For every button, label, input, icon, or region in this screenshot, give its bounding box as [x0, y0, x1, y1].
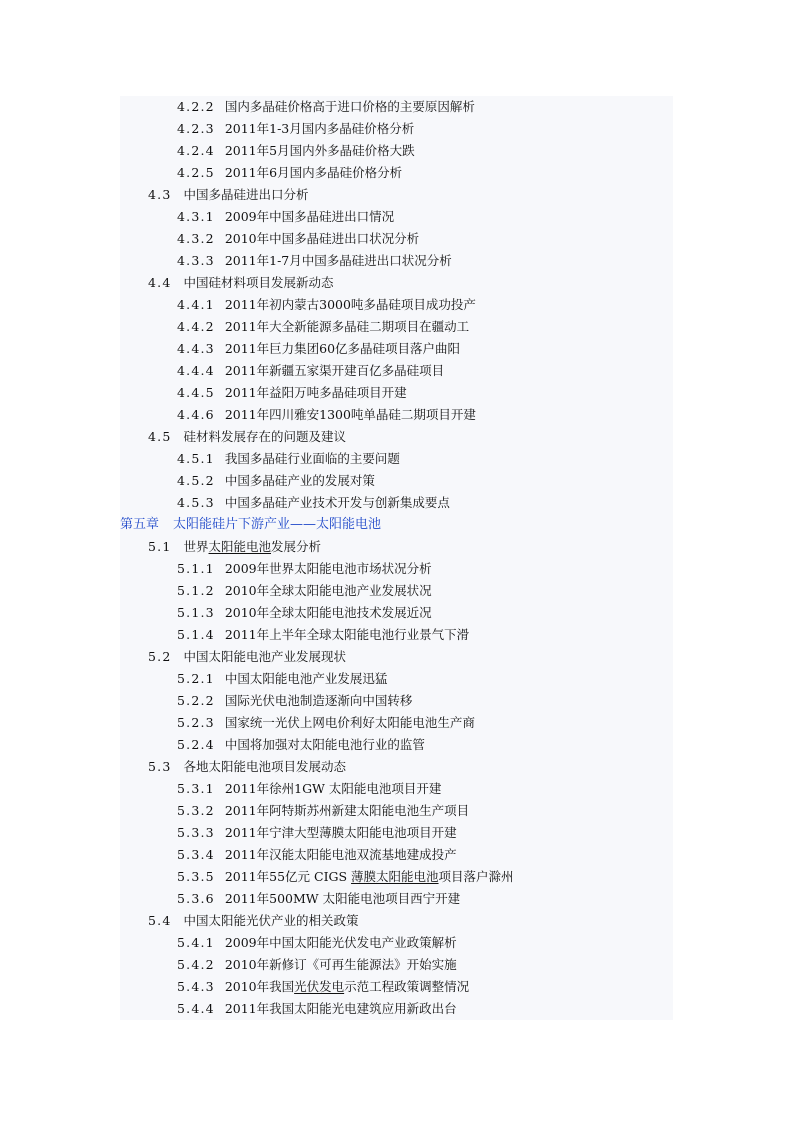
toc-entry: 5.3.4 2011年汉能太阳能电池双流基地建成投产	[177, 847, 457, 862]
toc-entry: 4.2.4 2011年5月国内外多晶硅价格大跌	[177, 143, 415, 158]
toc-entry: 4.4.2 2011年大全新能源多晶硅二期项目在疆动工	[177, 319, 470, 334]
toc-entry: 5.4.1 2009年中国太阳能光伏发电产业政策解析	[177, 935, 457, 950]
toc-entry: 5.1.2 2010年全球太阳能电池产业发展状况	[177, 583, 432, 598]
toc-entry: 5.1.3 2010年全球太阳能电池技术发展近况	[177, 605, 432, 620]
toc-section: 4.3 中国多晶硅进出口分析	[148, 187, 309, 202]
toc-entry: 4.4.3 2011年巨力集团60亿多晶硅项目落户曲阳	[177, 341, 461, 356]
toc-entry: 4.4.4 2011年新疆五家渠开建百亿多晶硅项目	[177, 363, 445, 378]
toc-entry: 5.3.2 2011年阿特斯苏州新建太阳能电池生产项目	[177, 803, 470, 818]
toc-entry: 4.5.1 我国多晶硅行业面临的主要问题	[177, 451, 400, 466]
toc-entry: 4.5.3 中国多晶硅产业技术开发与创新集成要点	[177, 495, 450, 510]
table-of-contents	[120, 96, 673, 1020]
toc-section: 4.5 硅材料发展存在的问题及建议	[148, 429, 346, 444]
solar-cell-link[interactable]: 太阳能电池	[208, 539, 272, 554]
toc-entry: 5.4.4 2011年我国太阳能光电建筑应用新政出台	[177, 1001, 457, 1016]
toc-entry: 5.2.2 国际光伏电池制造逐渐向中国转移	[177, 693, 413, 708]
toc-entry: 5.3.5 2011年55亿元 CIGS 薄膜太阳能电池项目落户滁州	[177, 869, 514, 884]
toc-entry: 5.2.3 国家统一光伏上网电价利好太阳能电池生产商	[177, 715, 475, 730]
toc-entry: 5.3.1 2011年徐州1GW 太阳能电池项目开建	[177, 781, 442, 796]
toc-section: 5.2 中国太阳能电池产业发展现状	[148, 649, 346, 664]
toc-entry: 4.3.3 2011年1-7月中国多晶硅进出口状况分析	[177, 253, 452, 268]
toc-entry: 5.2.4 中国将加强对太阳能电池行业的监管	[177, 737, 425, 752]
thin-film-solar-cell-link[interactable]: 薄膜太阳能电池	[351, 869, 439, 884]
toc-entry: 4.2.5 2011年6月国内多晶硅价格分析	[177, 165, 403, 180]
toc-section: 5.4 中国太阳能光伏产业的相关政策	[148, 913, 359, 928]
toc-entry: 5.4.2 2010年新修订《可再生能源法》开始实施	[177, 957, 457, 972]
toc-entry: 4.4.6 2011年四川雅安1300吨单晶硅二期项目开建	[177, 407, 476, 422]
toc-chapter-heading[interactable]: 第五章 太阳能硅片下游产业——太阳能电池	[120, 517, 382, 532]
toc-entry: 4.2.3 2011年1-3月国内多晶硅价格分析	[177, 121, 415, 136]
toc-section: 5.1 世界太阳能电池发展分析	[148, 539, 322, 554]
toc-entry: 4.4.5 2011年益阳万吨多晶硅项目开建	[177, 385, 407, 400]
toc-entry: 5.4.3 2010年我国光伏发电示范工程政策调整情况	[177, 979, 470, 994]
toc-entry: 4.4.1 2011年初内蒙古3000吨多晶硅项目成功投产	[177, 297, 476, 312]
toc-entry: 5.1.4 2011年上半年全球太阳能电池行业景气下滑	[177, 627, 470, 642]
pv-power-link[interactable]: 光伏发电	[294, 979, 345, 994]
toc-entry: 5.1.1 2009年世界太阳能电池市场状况分析	[177, 561, 432, 576]
toc-entry: 5.3.6 2011年500MW 太阳能电池项目西宁开建	[177, 891, 461, 906]
toc-entry: 4.5.2 中国多晶硅产业的发展对策	[177, 473, 375, 488]
toc-entry: 4.3.1 2009年中国多晶硅进出口情况	[177, 209, 395, 224]
toc-section: 5.3 各地太阳能电池项目发展动态	[148, 759, 346, 774]
toc-entry: 5.2.1 中国太阳能电池产业发展迅猛	[177, 671, 388, 686]
toc-entry: 4.2.2 国内多晶硅价格高于进口价格的主要原因解析	[177, 99, 475, 114]
toc-entry: 4.3.2 2010年中国多晶硅进出口状况分析	[177, 231, 420, 246]
toc-entry: 5.3.3 2011年宁津大型薄膜太阳能电池项目开建	[177, 825, 457, 840]
toc-section: 4.4 中国硅材料项目发展新动态	[148, 275, 334, 290]
